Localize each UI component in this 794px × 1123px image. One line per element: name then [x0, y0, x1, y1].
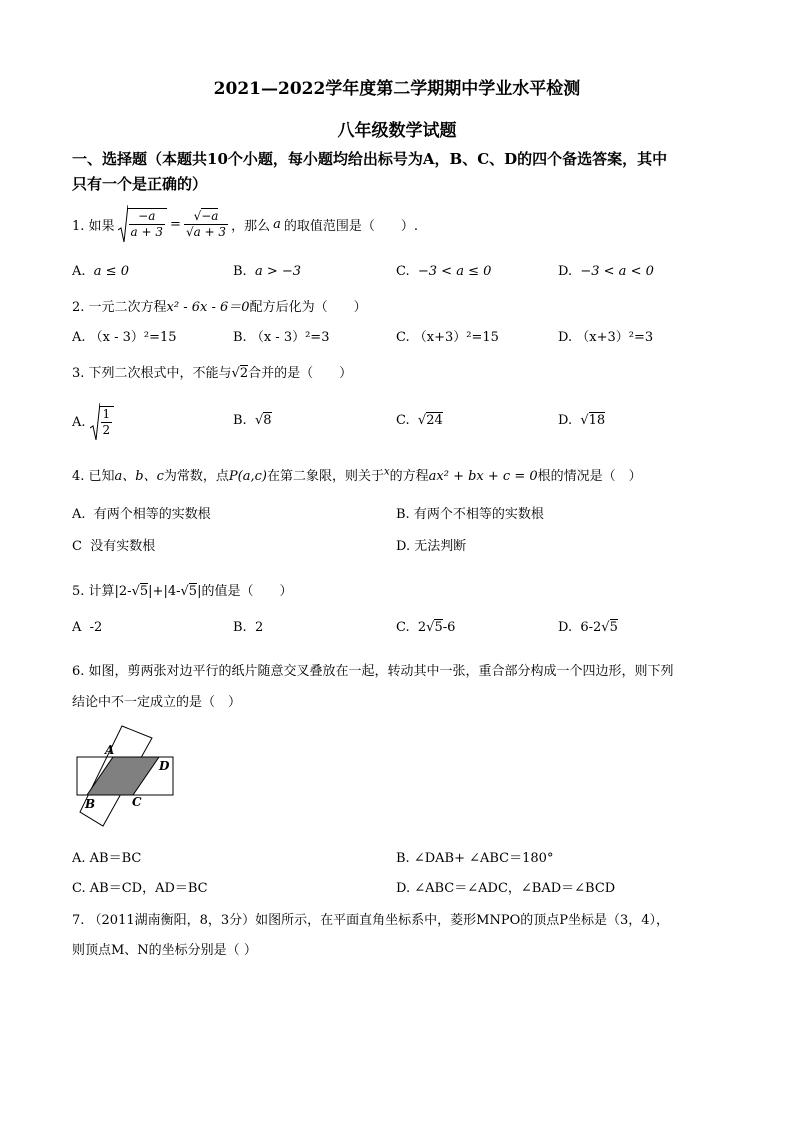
label-b: B — [85, 797, 96, 811]
q4-option-a[interactable]: A. 有两个相等的实数根 — [72, 507, 211, 522]
question-5: 5. 计算|2-√5|+|4-√5|的值是（ ） — [72, 584, 293, 599]
q2-option-b[interactable]: B. （x - 3）²=3 — [233, 330, 330, 345]
question-7-line1: 7. （2011湖南衡阳，8，3分）如图所示，在平面直角坐标系中，菱形MNPO的顶点P坐标是（3，4）， — [72, 913, 670, 928]
question-6-line2: 结论中不一定成立的是（ ） — [72, 695, 242, 710]
q1-prefix: 1. 如果 — [72, 218, 115, 234]
q1-option-d[interactable]: D. −3 < a < 0 — [558, 264, 654, 279]
label-d: D — [159, 759, 170, 773]
q3-option-a[interactable]: A. $\frac{1}{2}$ — [72, 402, 114, 442]
q1-rhs-fraction: $\frac{√-a}{√a + 3}$ — [185, 208, 227, 239]
q6-figure — [70, 720, 190, 830]
question-4: 4. 已知a、b、c为常数，点P(a,c)在第二象限，则关于$^x$的方程ax² + bx + c = 0根的情况是（ ） — [72, 466, 642, 484]
q4-option-d[interactable]: D. 无法判断 — [396, 539, 467, 554]
section-heading-line1: 一、选择题（本题共10个小题，每小题均给出标号为A，B、C、D的四个备选答案，其中 — [72, 150, 668, 168]
q4-option-c[interactable]: C 没有实数根 — [72, 539, 156, 554]
question-2: 2. 一元二次方程x² - 6x - 6＝0配方后化为（ ） — [72, 300, 367, 315]
section-heading-line2: 只有一个是正确的） — [72, 175, 208, 193]
q6-option-c[interactable]: C. AB＝CD，AD＝BC — [72, 881, 208, 896]
q6-option-a[interactable]: A. AB＝BC — [72, 851, 142, 866]
q1-lhs-den: a + 3 — [130, 224, 164, 239]
q1-tail2: 的取值范围是（ ）. — [283, 218, 418, 234]
q1-option-c[interactable]: C. −3 < a ≤ 0 — [396, 264, 492, 279]
q3-option-b[interactable]: B. √8 — [233, 413, 272, 428]
label-a: A — [105, 743, 115, 757]
q6-option-b[interactable]: B. ∠DAB+ ∠ABC＝180° — [396, 851, 554, 866]
q4-option-b[interactable]: B. 有两个不相等的实数根 — [396, 507, 544, 522]
q2-equation: x² - 6x - 6＝0 — [166, 300, 250, 315]
q5-option-d[interactable]: D. 6-2√5 — [558, 620, 618, 635]
q2-option-a[interactable]: A. （x - 3）²=15 — [72, 330, 177, 345]
q1-rhs-den: a + 3 — [193, 224, 227, 239]
q5-option-a[interactable]: A -2 — [72, 620, 103, 635]
exam-subtitle: 八年级数学试题 — [337, 121, 457, 141]
q1-lhs-radical — [118, 204, 167, 244]
question-3: 3. 下列二次根式中，不能与√2合并的是（ ） — [72, 366, 353, 381]
q1-var-a: a — [273, 216, 281, 232]
question-7-line2: 则顶点M、N的坐标分别是（ ） — [72, 943, 257, 958]
q3-option-d[interactable]: D. √18 — [558, 413, 606, 428]
q5-option-b[interactable]: B. 2 — [233, 620, 264, 635]
q1-option-a[interactable]: A. a ≤ 0 — [72, 264, 129, 279]
q5-option-c[interactable]: C. 2√5-6 — [396, 620, 456, 635]
q6-option-d[interactable]: D. ∠ABC＝∠ADC，∠BAD＝∠BCD — [396, 881, 616, 896]
q1-lhs-num: −a — [129, 209, 165, 225]
q1-tail: ，那么 — [231, 218, 271, 234]
q2-option-c[interactable]: C. （x+3）²=15 — [396, 330, 499, 345]
q3-option-c[interactable]: C. √24 — [396, 413, 443, 428]
q3-radicand: 2 — [239, 366, 249, 381]
q1-rhs-num: −a — [201, 208, 219, 223]
exam-title: 2021—2022学年度第二学期期中学业水平检测 — [213, 79, 581, 99]
question-1 — [72, 204, 418, 244]
q1-option-b[interactable]: B. a > −3 — [233, 264, 302, 279]
label-c: C — [132, 795, 142, 809]
q1-equals: = — [170, 216, 181, 232]
question-6-line1: 6. 如图，剪两张对边平行的纸片随意交叉叠放在一起，转动其中一张，重合部分构成一个四边形，则下列 — [72, 664, 674, 679]
q2-option-d[interactable]: D. （x+3）²=3 — [558, 330, 654, 345]
